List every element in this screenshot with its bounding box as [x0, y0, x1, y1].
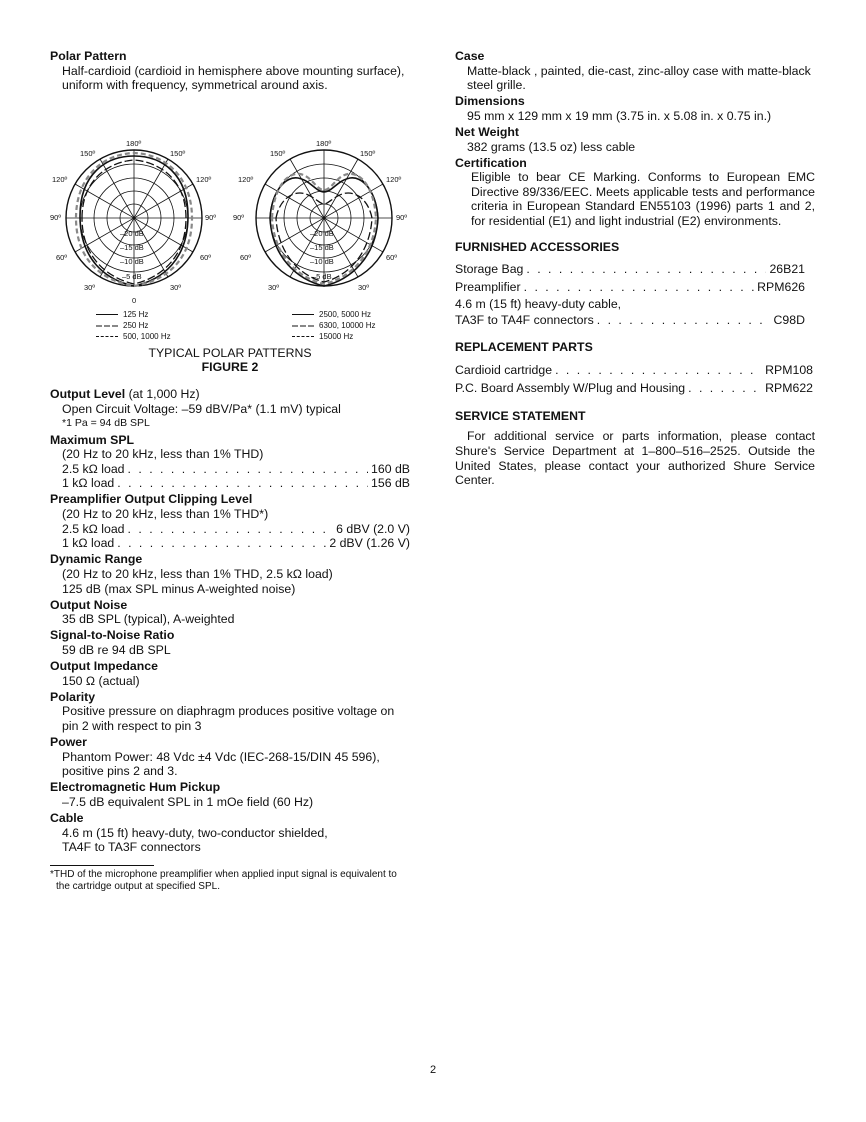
db-label: –5 dB [312, 272, 332, 282]
output-noise-heading: Output Noise [50, 597, 128, 612]
output-level-suffix: (at 1,000 Hz) [125, 387, 200, 402]
hum-text: –7.5 dB equivalent SPL in 1 mOe field (60 Hz) [62, 794, 314, 809]
angle-label: 60º [386, 253, 398, 263]
spec-label: 1 kΩ load [62, 476, 115, 491]
angle-label: 90º [205, 213, 217, 223]
angle-label: 120º [238, 175, 254, 185]
legend-left [96, 309, 171, 342]
output-level-line: Open Circuit Voltage: –59 dBV/Pa* (1.1 mV) typical [62, 401, 341, 416]
legend-entry: 125 Hz [123, 310, 149, 320]
certification-section [455, 156, 815, 229]
angle-label: 30º [170, 283, 182, 293]
clipping-heading: Preamplifier Output Clipping Level [50, 492, 253, 507]
power-text: Phantom Power: 48 Vdc ±4 Vdc (IEC-268-15/DIN 45 596), positive pins 2 and 3. [62, 749, 380, 779]
legend-entry: 6300, 10000 Hz [319, 321, 376, 331]
dynamic-range-line: (20 Hz to 20 kHz, less than 1% THD, 2.5 kΩ load) [62, 566, 333, 581]
weight-heading: Net Weight [455, 124, 519, 139]
impedance-section [50, 659, 410, 688]
angle-label: 90º [396, 213, 408, 223]
polar-pattern-figure [50, 94, 410, 384]
polar-plot-left [50, 139, 216, 305]
polarity-text: Positive pressure on diaphragm produces positive voltage on pin 2 with respect to pin 3 [62, 704, 395, 733]
max-spl-condition: (20 Hz to 20 kHz, less than 1% THD) [62, 447, 264, 462]
case-heading: Case [455, 49, 485, 63]
service-heading: SERVICE STATEMENT [455, 408, 586, 423]
accessories-section [455, 240, 815, 329]
db-label: –10 dB [120, 257, 144, 267]
power-heading: Power [50, 734, 87, 749]
legend-entry: 15000 Hz [319, 332, 354, 342]
hum-heading: Electromagnetic Hum Pickup [50, 780, 221, 795]
spec-value: 156 dB [371, 476, 410, 491]
left-column [50, 49, 410, 894]
part-value: RPM108 [765, 362, 813, 377]
snr-text: 59 dB re 94 dB SPL [62, 642, 171, 657]
db-label: –10 dB [310, 257, 334, 267]
accessory-row [455, 278, 805, 296]
accessory-row [455, 260, 805, 278]
dimensions-section [455, 94, 815, 123]
polar-pattern-section [50, 49, 410, 93]
service-text: For additional service or parts information, please contact Shure's Service Department at 1–800–516–2525. Outside the United States, please contact your authorized Shure Service Center. [455, 429, 815, 488]
angle-label: 30º [84, 283, 96, 293]
accessory-row [455, 312, 805, 328]
polar-pattern-text: Half-cardioid (cardioid in hemisphere above mounting surface), uniform with frequency, symmetrical around axis. [62, 63, 405, 93]
angle-label: 120º [386, 175, 402, 185]
part-value: RPM622 [765, 380, 813, 395]
accessory-value: C98D [773, 313, 805, 328]
accessory-label: Storage Bag [455, 262, 524, 277]
dimensions-text: 95 mm x 129 mm x 19 mm (3.75 in. x 5.08 in. x 0.75 in.) [467, 108, 772, 123]
angle-label: 0 [132, 296, 137, 306]
spec-row [50, 476, 410, 491]
clipping-condition: (20 Hz to 20 kHz, less than 1% THD*) [62, 507, 269, 522]
cable-line: TA4F to TA3F connectors [62, 840, 201, 855]
angle-label: 120º [52, 175, 68, 185]
right-column [455, 49, 815, 492]
db-label: –20 dB [120, 229, 144, 239]
angle-label: 60º [240, 253, 252, 263]
accessory-value: 26B21 [769, 262, 805, 277]
impedance-heading: Output Impedance [50, 658, 158, 673]
db-label: –5 dB [122, 272, 142, 282]
db-label: –15 dB [310, 243, 334, 253]
db-label: –20 dB [310, 229, 334, 239]
dynamic-range-heading: Dynamic Range [50, 552, 143, 567]
accessory-cable-line: 4.6 m (15 ft) heavy-duty cable, [455, 297, 622, 312]
spec-value: 160 dB [371, 461, 410, 476]
angle-label: 90º [233, 213, 245, 223]
angle-label: 180º [126, 139, 142, 149]
angle-label: 150º [360, 149, 376, 159]
figure-caption: TYPICAL POLAR PATTERNS [148, 346, 312, 361]
part-row [455, 361, 813, 379]
part-row [455, 379, 813, 397]
case-section [455, 49, 815, 93]
polar-pattern-heading: Polar Pattern [50, 49, 127, 63]
clipping-level-section [50, 492, 410, 550]
impedance-text: 150 Ω (actual) [62, 673, 140, 688]
angle-label: 180º [316, 139, 332, 149]
max-spl-section [50, 433, 410, 491]
spec-label: 1 kΩ load [62, 536, 115, 551]
footnote: *THD of the microphone preamplifier when applied input signal is equivalent to the cartridge output at specified SPL. [50, 868, 397, 893]
dynamic-range-section [50, 552, 410, 596]
spec-value: 6 dBV (2.0 V) [336, 521, 410, 536]
certification-heading: Certification [455, 155, 527, 170]
output-level-heading: Output Level [50, 387, 126, 402]
part-label: P.C. Board Assembly W/Plug and Housing [455, 380, 686, 395]
cable-line: 4.6 m (15 ft) heavy-duty, two-conductor shielded, [62, 825, 328, 840]
angle-label: 60º [56, 253, 68, 263]
cable-section [50, 811, 410, 855]
polar-plot-right [233, 139, 407, 292]
dynamic-range-line: 125 dB (max SPL minus A-weighted noise) [62, 581, 296, 596]
power-section [50, 735, 410, 779]
spec-value: 2 dBV (1.26 V) [329, 536, 410, 551]
snr-section [50, 628, 410, 657]
polarity-heading: Polarity [50, 689, 96, 704]
page-number: 2 [429, 1064, 437, 1076]
legend-entry: 250 Hz [123, 321, 149, 331]
legend-entry: 2500, 5000 Hz [319, 310, 372, 320]
certification-text: Eligible to bear CE Marking. Conforms to European EMC Directive 89/336/EEC. Meets applicable tests and performance criteria in European Standard EN55103 (1996) parts 1 and 2, for residential (E1) and light industrial (E2) environments. [471, 170, 815, 229]
case-text: Matte-black , painted, die-cast, zinc-alloy case with matte-black steel grille. [467, 63, 811, 93]
replacement-heading: REPLACEMENT PARTS [455, 340, 593, 355]
accessories-heading: FURNISHED ACCESSORIES [455, 239, 620, 254]
output-noise-section [50, 598, 410, 627]
spec-row [50, 522, 410, 537]
dimensions-heading: Dimensions [455, 94, 525, 109]
polarity-section [50, 690, 410, 734]
spec-row [50, 536, 410, 551]
snr-heading: Signal-to-Noise Ratio [50, 628, 175, 643]
legend-entry: 500, 1000 Hz [123, 332, 171, 342]
angle-label: 90º [50, 213, 62, 223]
angle-label: 30º [358, 283, 370, 293]
accessory-label: TA3F to TA4F connectors [455, 313, 594, 328]
accessory-label: Preamplifier [455, 280, 521, 295]
service-section [455, 409, 815, 488]
db-label: –15 dB [120, 243, 144, 253]
legend-right [292, 309, 376, 342]
spec-label: 2.5 kΩ load [62, 521, 125, 536]
max-spl-heading: Maximum SPL [50, 432, 135, 447]
angle-label: 150º [270, 149, 286, 159]
angle-label: 120º [196, 175, 212, 185]
hum-section [50, 780, 410, 809]
angle-label: 60º [200, 253, 212, 263]
part-label: Cardioid cartridge [455, 362, 553, 377]
angle-label: 150º [80, 149, 96, 159]
angle-label: 150º [170, 149, 186, 159]
cable-heading: Cable [50, 810, 84, 825]
spec-row [50, 462, 410, 477]
weight-text: 382 grams (13.5 oz) less cable [467, 139, 636, 154]
replacement-section [455, 340, 815, 397]
spec-label: 2.5 kΩ load [62, 461, 125, 476]
angle-label: 30º [268, 283, 280, 293]
weight-section [455, 125, 815, 154]
output-level-note: *1 Pa = 94 dB SPL [62, 417, 150, 430]
output-noise-text: 35 dB SPL (typical), A-weighted [62, 612, 235, 627]
accessory-value: RPM626 [757, 280, 805, 295]
figure-number: FIGURE 2 [201, 359, 259, 374]
polar-plots [50, 94, 410, 308]
footnote-rule [50, 865, 154, 866]
output-level-section [50, 387, 410, 431]
